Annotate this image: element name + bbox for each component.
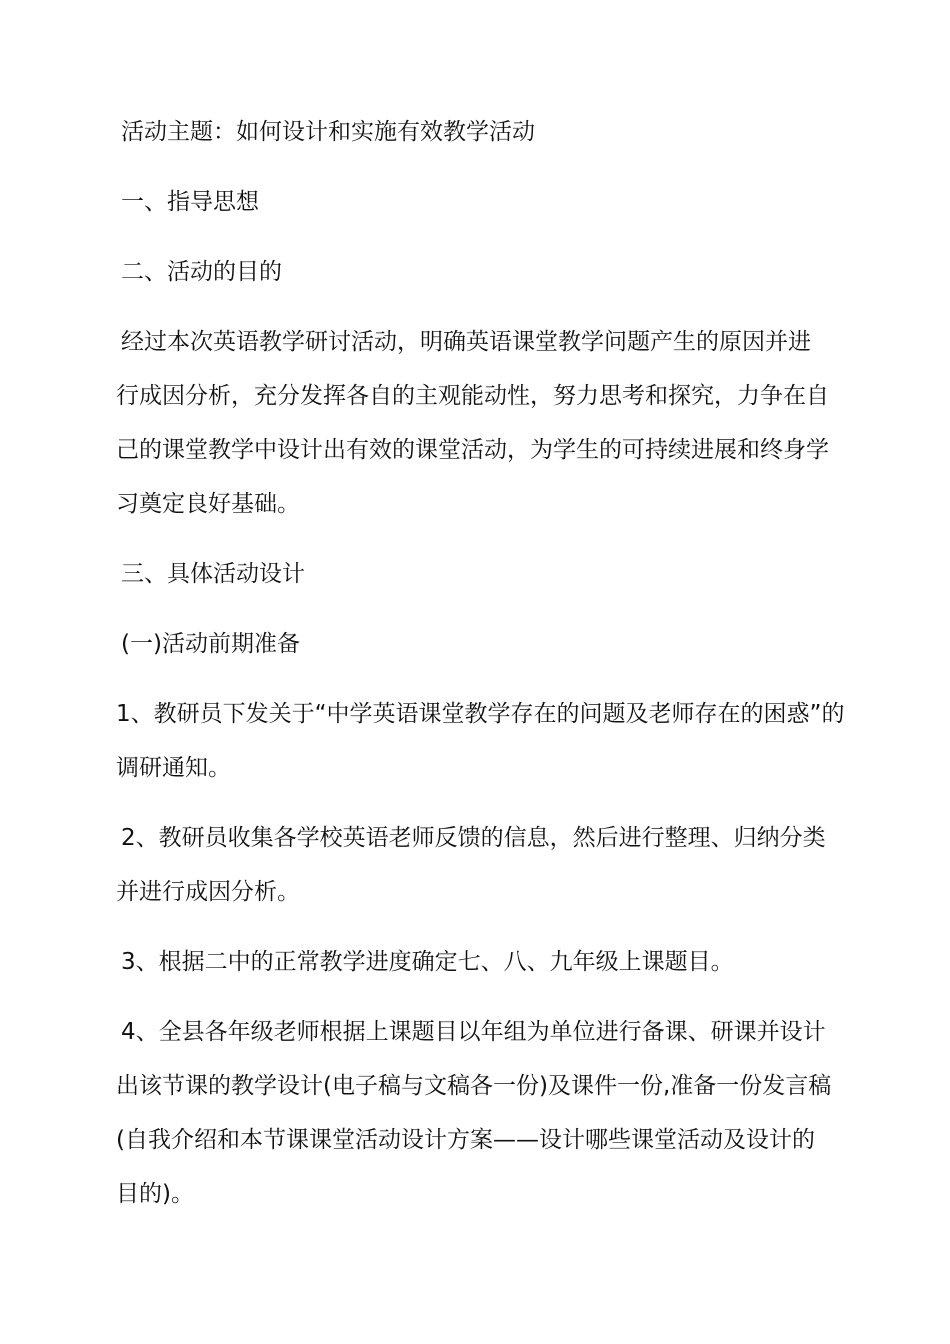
- heading-activity-purpose: 二、活动的目的: [121, 259, 282, 285]
- subheading-preparation: (一)活动前期准备: [121, 631, 300, 657]
- item-2-line-2: 并进行成因分析。: [116, 879, 300, 905]
- item-4-line-2: 出该节课的教学设计(电子稿与文稿各一份)及课件一份,准备一份发言稿: [116, 1073, 832, 1099]
- activity-theme: 活动主题：如何设计和实施有效教学活动: [121, 119, 535, 145]
- heading-activity-design: 三、具体活动设计: [121, 561, 305, 587]
- heading-guiding-ideology: 一、指导思想: [121, 189, 259, 215]
- item-4-line-3: (自我介绍和本节课课堂活动设计方案——设计哪些课堂活动及设计的: [116, 1127, 815, 1153]
- item-2-line-1: 2、教研员收集各学校英语老师反馈的信息，然后进行整理、归纳分类: [121, 825, 826, 851]
- purpose-paragraph-line-1: 经过本次英语教学研讨活动，明确英语课堂教学问题产生的原因并进: [121, 329, 811, 355]
- item-4-line-1: 4、全县各年级老师根据上课题目以年组为单位进行备课、研课并设计: [121, 1019, 826, 1045]
- purpose-paragraph-line-4: 习奠定良好基础。: [116, 491, 300, 517]
- item-4-line-4: 目的)。: [116, 1181, 194, 1207]
- purpose-paragraph-line-2: 行成因分析，充分发挥各自的主观能动性，努力思考和探究，力争在自: [116, 383, 829, 409]
- item-1-line-1: 1、教研员下发关于“中学英语课堂教学存在的问题及老师存在的困惑”的: [116, 701, 845, 727]
- item-3: 3、根据二中的正常教学进度确定七、八、九年级上课题目。: [121, 949, 734, 975]
- item-1-line-2: 调研通知。: [116, 755, 231, 781]
- purpose-paragraph-line-3: 己的课堂教学中设计出有效的课堂活动，为学生的可持续进展和终身学: [116, 437, 829, 463]
